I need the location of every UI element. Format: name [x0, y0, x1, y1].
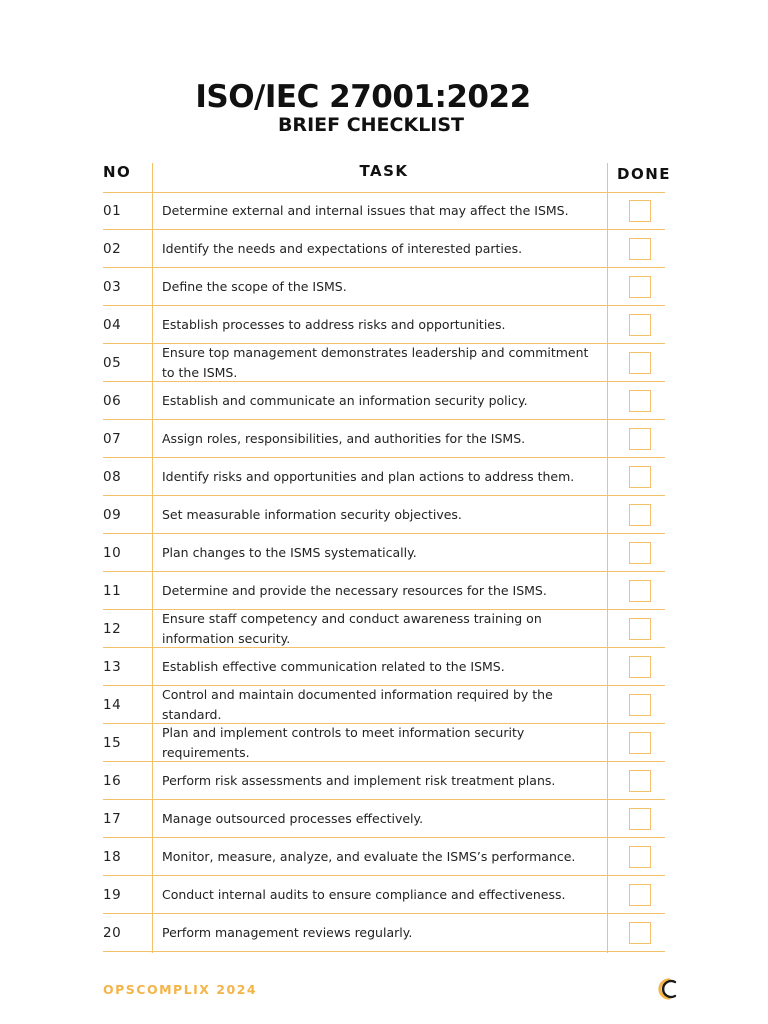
row-number: 07: [103, 430, 122, 447]
table-row: [103, 838, 665, 876]
table-row: [103, 610, 665, 648]
table-row: [103, 572, 665, 610]
row-task: Control and maintain documented information required by the standard.: [162, 686, 553, 722]
table-row: [103, 458, 665, 496]
row-number: 01: [103, 202, 122, 219]
table-row: [103, 876, 665, 914]
row-number: 12: [103, 620, 122, 637]
row-number: 05: [103, 354, 122, 371]
done-checkbox[interactable]: [629, 314, 651, 336]
footer-brand: OPSCOMPLIX 2024: [103, 982, 258, 997]
table-row: [103, 800, 665, 838]
row-number: 02: [103, 240, 122, 257]
row-task: Conduct internal audits to ensure compliance and effectiveness.: [162, 886, 566, 902]
done-checkbox[interactable]: [629, 808, 651, 830]
row-task: Identify the needs and expectations of interested parties.: [162, 240, 523, 256]
done-checkbox[interactable]: [629, 732, 651, 754]
row-task: Establish effective communication related to the ISMS.: [162, 658, 505, 674]
table-row: [103, 724, 665, 762]
row-task: Plan changes to the ISMS systematically.: [162, 544, 417, 560]
done-checkbox[interactable]: [629, 770, 651, 792]
row-number: 14: [103, 696, 122, 713]
row-task: Perform risk assessments and implement risk treatment plans.: [162, 772, 556, 788]
table-row: [103, 344, 665, 382]
table-row: [103, 648, 665, 686]
row-number: 17: [103, 810, 122, 827]
row-task: Perform management reviews regularly.: [162, 924, 413, 940]
row-number: 15: [103, 734, 122, 751]
done-checkbox[interactable]: [629, 656, 651, 678]
row-number: 08: [103, 468, 122, 485]
table-row: [103, 306, 665, 344]
done-checkbox[interactable]: [629, 922, 651, 944]
done-checkbox[interactable]: [629, 390, 651, 412]
done-checkbox[interactable]: [629, 694, 651, 716]
row-task: Determine external and internal issues that may affect the ISMS.: [162, 202, 569, 218]
done-checkbox[interactable]: [629, 428, 651, 450]
row-task: Ensure staff competency and conduct awareness training on information security.: [162, 610, 542, 646]
opscomplix-logo-icon: [656, 976, 682, 1002]
done-checkbox[interactable]: [629, 618, 651, 640]
column-header-no: NO: [103, 163, 132, 181]
table-row: [103, 382, 665, 420]
row-task: Set measurable information security objectives.: [162, 506, 462, 522]
table-row: [103, 192, 665, 230]
row-task: Monitor, measure, analyze, and evaluate the ISMS’s performance.: [162, 848, 576, 864]
table-row: [103, 496, 665, 534]
row-task: Establish processes to address risks and opportunities.: [162, 316, 506, 332]
row-task: Plan and implement controls to meet information security requirements.: [162, 724, 525, 760]
done-checkbox[interactable]: [629, 238, 651, 260]
done-checkbox[interactable]: [629, 466, 651, 488]
row-number: 06: [103, 392, 122, 409]
row-number: 03: [103, 278, 122, 295]
table-row: [103, 914, 665, 952]
row-task: Ensure top management demonstrates leadership and commitment to the ISMS.: [162, 344, 589, 380]
row-number: 09: [103, 506, 122, 523]
done-checkbox[interactable]: [629, 200, 651, 222]
row-number: 10: [103, 544, 122, 561]
table-row: [103, 534, 665, 572]
column-header-task: TASK: [359, 162, 409, 180]
document-title: ISO/IEC 27001:2022: [195, 79, 531, 115]
row-number: 13: [103, 658, 122, 675]
row-task: Define the scope of the ISMS.: [162, 278, 347, 294]
table-row: [103, 230, 665, 268]
table-row: [103, 420, 665, 458]
row-task: Assign roles, responsibilities, and authorities for the ISMS.: [162, 430, 526, 446]
row-number: 19: [103, 886, 122, 903]
done-checkbox[interactable]: [629, 580, 651, 602]
row-number: 04: [103, 316, 122, 333]
document-subtitle: BRIEF CHECKLIST: [277, 114, 465, 136]
row-number: 20: [103, 924, 122, 941]
table-row: [103, 762, 665, 800]
row-task: Manage outsourced processes effectively.: [162, 810, 424, 826]
done-checkbox[interactable]: [629, 542, 651, 564]
row-task: Determine and provide the necessary resources for the ISMS.: [162, 582, 547, 598]
column-header-done: DONE: [617, 165, 672, 183]
row-task: Establish and communicate an information security policy.: [162, 392, 528, 408]
done-checkbox[interactable]: [629, 846, 651, 868]
table-row: [103, 268, 665, 306]
done-checkbox[interactable]: [629, 352, 651, 374]
done-checkbox[interactable]: [629, 276, 651, 298]
table-row: [103, 686, 665, 724]
row-number: 11: [103, 582, 122, 599]
done-checkbox[interactable]: [629, 504, 651, 526]
row-number: 16: [103, 772, 122, 789]
row-number: 18: [103, 848, 122, 865]
done-checkbox[interactable]: [629, 884, 651, 906]
row-task: Identify risks and opportunities and plan actions to address them.: [162, 468, 575, 484]
